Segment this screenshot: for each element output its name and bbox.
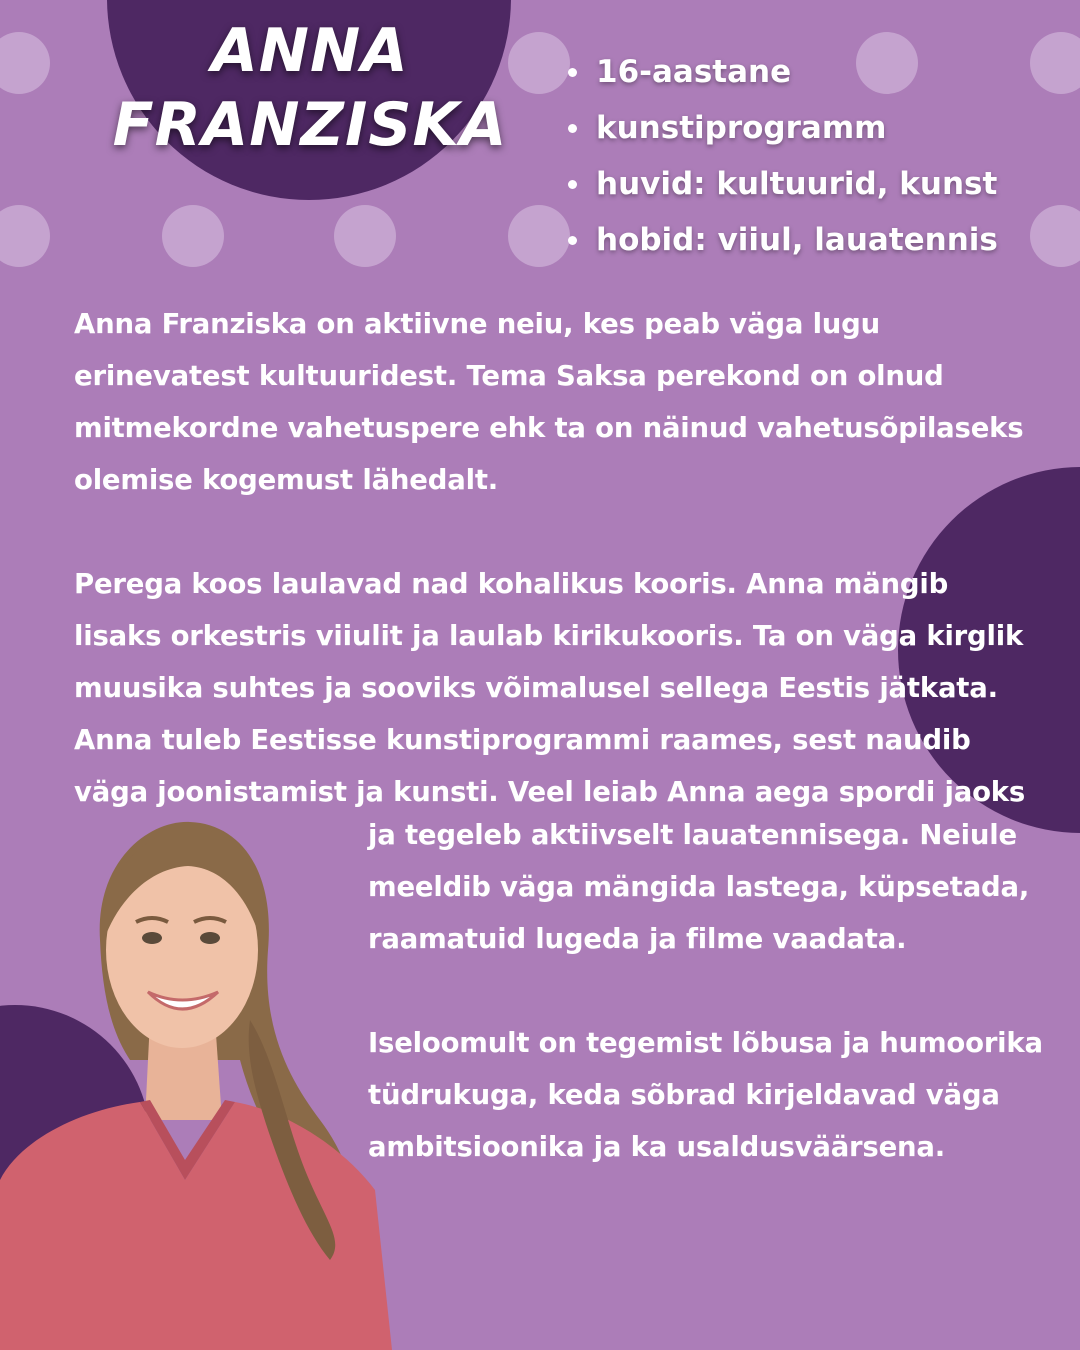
text-line: muusika suhtes ja sooviks võimalusel sellega Eestis jätkata. [74, 672, 998, 704]
eye-left [142, 932, 162, 944]
fact-list [566, 44, 998, 268]
decor-dot [334, 205, 396, 267]
text-line: ambitsioonika ja ka usaldusväärsena. [368, 1131, 946, 1163]
decor-dot [1030, 205, 1080, 267]
text-line: väga joonistamist ja kunsti. Veel leiab Anna aega spordi jaoks [74, 776, 1026, 808]
fact-hobbies: hobid: viiul, lauatennis [566, 212, 998, 268]
text-line: erinevatest kultuuridest. Tema Saksa perekond on olnud [74, 360, 944, 392]
profile-name [90, 14, 530, 162]
sweater [0, 1102, 392, 1350]
decor-dot [508, 205, 570, 267]
decor-dot [0, 32, 50, 94]
decor-dot [162, 205, 224, 267]
intro-paragraph [74, 298, 1023, 506]
text-line: Anna tuleb Eestisse kunstiprogrammi raames, sest naudib [74, 724, 971, 756]
fact-age: 16-aastane [566, 44, 998, 100]
text-line: Perega koos laulavad nad kohalikus kooris. Anna mängib [74, 568, 949, 600]
portrait-photo [0, 820, 400, 1350]
text-line: olemise kogemust lähedalt. [74, 464, 499, 496]
text-line: lisaks orkestris viiulit ja laulab kirikukooris. Ta on väga kirglik [74, 620, 1024, 652]
text-line: Iseloomult on tegemist lõbusa ja humoorika [368, 1027, 1043, 1059]
fact-program: kunstiprogramm [566, 100, 998, 156]
eye-right [200, 932, 220, 944]
hobbies-paragraph [368, 809, 1029, 965]
text-line: ja tegeleb aktiivselt lauatennisega. Neiule [368, 819, 1017, 851]
name-second: FRANZISKA [112, 90, 508, 160]
name-first: ANNA [211, 16, 409, 86]
text-line: mitmekordne vahetuspere ehk ta on näinud vahetusõpilaseks [74, 412, 1024, 444]
text-line: meeldib väga mängida lastega, küpsetada, [368, 871, 1030, 903]
decor-dot [1030, 32, 1080, 94]
character-paragraph [368, 1017, 1043, 1173]
text-line: raamatuid lugeda ja filme vaadata. [368, 923, 907, 955]
text-line: Anna Franziska on aktiivne neiu, kes peab väga lugu [74, 308, 881, 340]
fact-interests: huvid: kultuurid, kunst [566, 156, 998, 212]
decor-dot [0, 205, 50, 267]
music-paragraph [74, 558, 1025, 818]
text-line: tüdrukuga, keda sõbrad kirjeldavad väga [368, 1079, 1000, 1111]
